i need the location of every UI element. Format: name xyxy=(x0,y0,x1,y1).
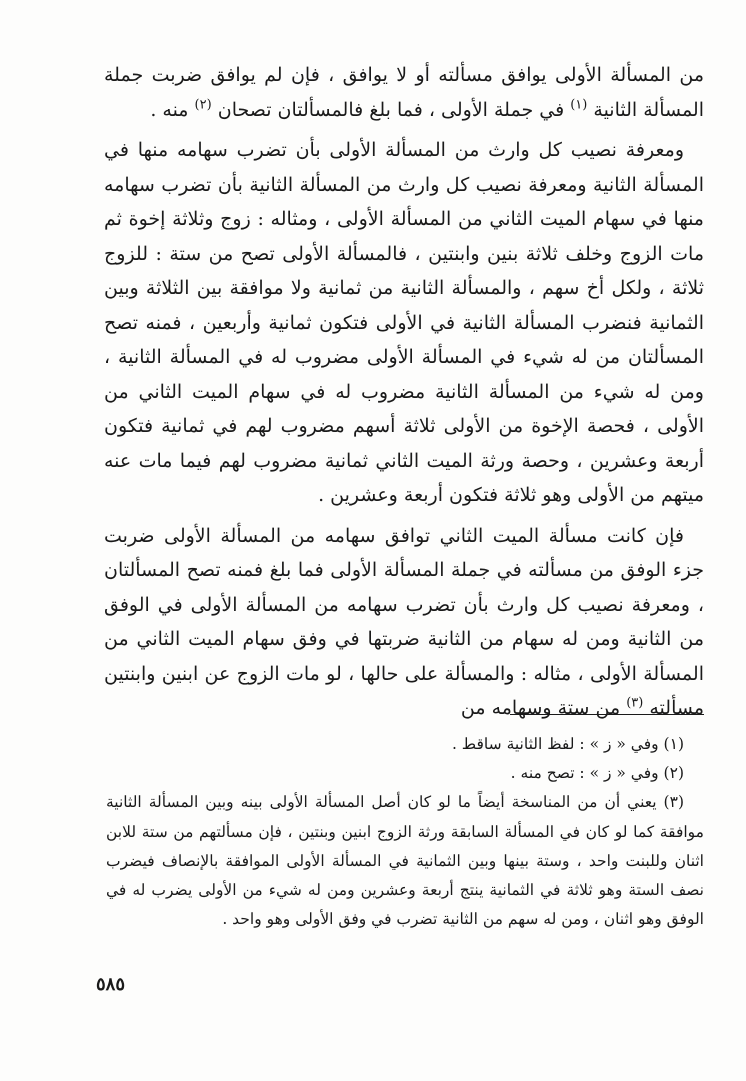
footnote-1: (١) وفي « ز » : لفظ الثانية ساقط . xyxy=(451,735,684,753)
footnote-separator xyxy=(510,714,704,715)
paragraph-3-text-a: فإن كانت مسألة الميت الثاني توافق سهامه من المسألة الأولى ضربت جزء الوفق من مسألته في جملة المسألة الأولى فما بلغ فمنه تصح المسألتان ، ومعرفة نصيب كل وارث بأن تضرب سهامه من المسألة الأولى في الوفق من الثانية ومن له سهام من الثانية ضربتها في وفق سهام الميت الثاني من المسألة الأولى ، مثاله : والمسألة على حالها ، لو مات الزوج عن ابنين وابنتين مسألته xyxy=(104,524,704,719)
footnote-3: (٣) يعني أن من المناسخة أيضاً ما لو كان أصل المسألة الأولى بينه وبين المسألة الثانية موافقة كما لو كان في المسألة السابقة ورثة الزوج ابنين وبنتين ، فإن مسألتهم من ستة للابن اثنان وللبنت واحد ، وستة بينها وبين الثمانية في المسألة الأولى الموافقة بالإنصاف فيضرب نصف الستة وهو ثلاثة في الثمانية ينتج أربعة وعشرين ومن له شيء من الأولى يضرب له في الوفق وهو اثنان ، ومن له سهم من الثانية تضرب في وفق الأولى وهو واحد . xyxy=(106,793,704,929)
footnote-ref-2[interactable]: (٢) xyxy=(194,97,212,113)
footnote-ref-3[interactable]: (٣) xyxy=(626,695,644,711)
footnotes xyxy=(106,730,704,934)
page-number: ٥٨٥ xyxy=(96,974,126,995)
paragraph-1 xyxy=(104,58,704,127)
paragraph-3-text-b: من ستة وسهامه من xyxy=(460,697,621,719)
paragraph-1-text-b: في جملة الأولى ، فما بلغ فالمسألتان تصحان xyxy=(217,98,565,121)
paragraph-3 xyxy=(104,519,704,726)
paragraph-1-text-c: منه . xyxy=(150,98,189,121)
paragraph-1-text-a: من المسألة الأولى يوافق مسألته أو لا يوافق ، فإن لم يوافق ضربت جملة المسألة الثانية xyxy=(104,64,704,121)
footnote-2: (٢) وفي « ز » : تصح منه . xyxy=(510,764,684,783)
main-text xyxy=(104,58,704,726)
footnote-ref-1[interactable]: (١) xyxy=(570,97,588,113)
paragraph-2: ومعرفة نصيب كل وارث من المسألة الأولى بأن تضرب سهامه منها في المسألة الثانية ومعرفة نصيب كل وارث من المسألة الثانية بأن تضرب سهامه منها في سهام الميت الثاني من المسألة الأولى ، ومثاله : زوج وثلاثة إخوة ثم مات الزوج وخلف ثلاثة بنين وابنتين ، فالمسألة الأولى تصح من ستة : للزوج ثلاثة ، ولكل أخ سهم ، والمسألة الثانية من ثمانية ولا موافقة بين الثلاثة وبين الثمانية فنضرب المسألة الثانية في الأولى فتكون ثمانية وأربعين ، فمنه تصح المسألتان من له شيء في المسألة الأولى مضروب له في المسألة الثانية ، ومن له شيء من المسألة الثانية مضروب له في سهام الميت الثاني من الأولى ، فحصة الإخوة من الأولى ثلاثة أسهم مضروب لهم في ثمانية فتكون أربعة وعشرين ، وحصة ورثة الميت الثاني ثمانية مضروب لهم فيما مات عنه ميتهم من الأولى وهو ثلاثة فتكون أربعة وعشرين . xyxy=(104,139,704,506)
